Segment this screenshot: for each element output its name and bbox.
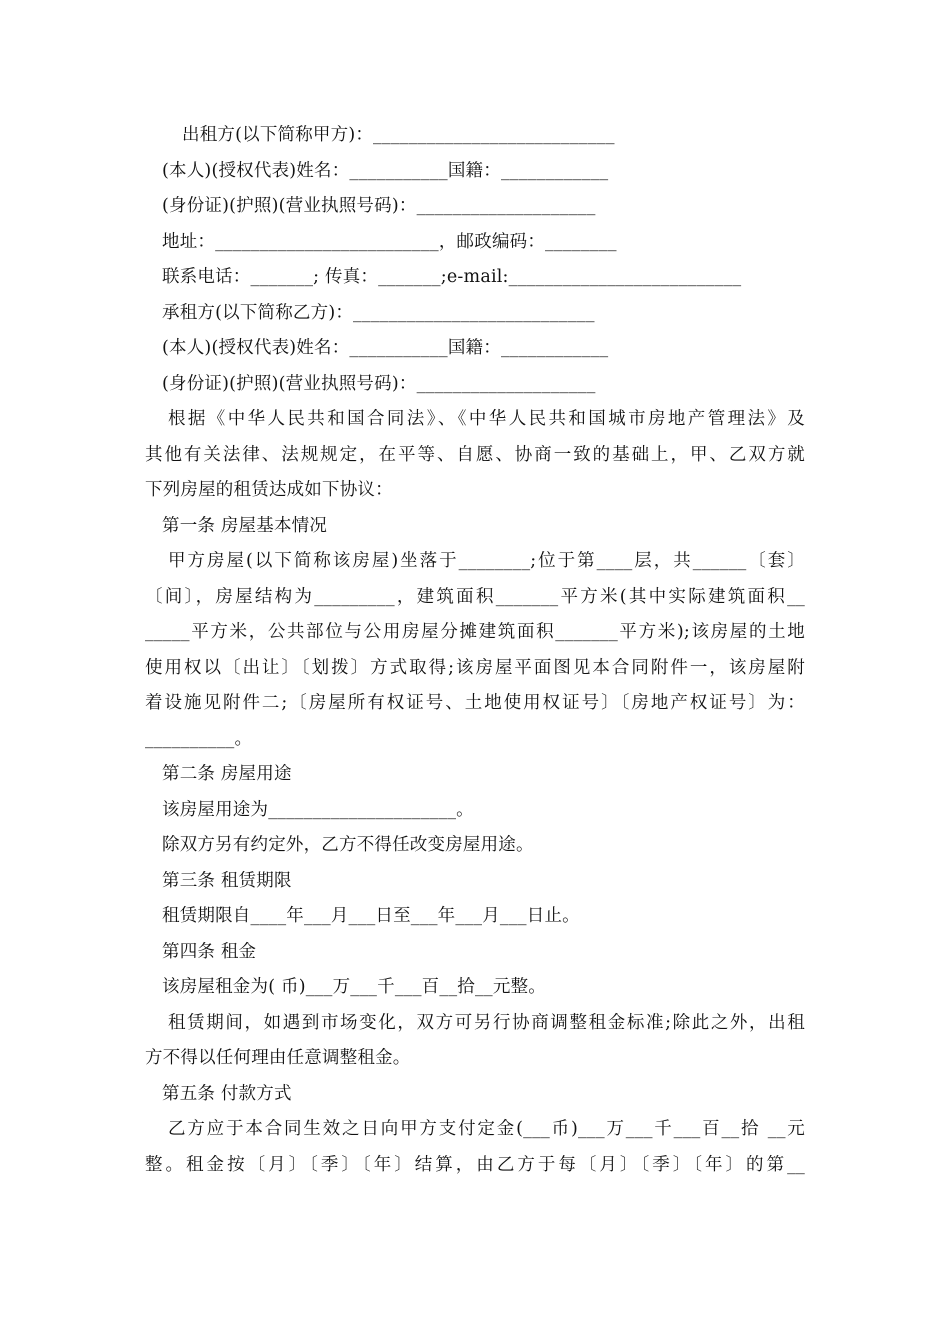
article-1-line-6: __________。	[145, 728, 253, 749]
article-5-line-1: 乙方应于本合同生效之日向甲方支付定金(___币)___万___千___百__拾 __元	[168, 1119, 805, 1139]
article-1-line-2: 〔间〕，房屋结构为_________，建筑面积_______平方米(其中实际建筑面积__	[145, 586, 805, 607]
lessee-name-nationality-line: (本人)(授权代表)姓名：___________国籍：____________	[162, 338, 609, 358]
article-2-line-2: 除双方另有约定外，乙方不得任改变房屋用途。	[162, 835, 534, 855]
article-3-heading: 第三条 租赁期限	[162, 870, 292, 891]
article-2-line-1: 该房屋用途为_____________________。	[162, 799, 474, 820]
lessee-line: 承租方(以下简称乙方)：___________________________	[162, 302, 595, 323]
article-1-line-5: 着设施见附件二;〔房屋所有权证号、土地使用权证号〕〔房地产权证号〕为：	[145, 693, 805, 713]
lessor-name-nationality-line: (本人)(授权代表)姓名：___________国籍：____________	[162, 160, 609, 181]
lessor-line: 出租方(以下简称甲方)：___________________________	[182, 125, 615, 145]
article-1-line-4: 使用权以〔出让〕〔划拨〕方式取得;该房屋平面图见本合同附件一，该房屋附	[145, 657, 805, 678]
preamble-line-2: 其他有关法律、法规规定，在平等、自愿、协商一致的基础上，甲、乙双方就	[145, 444, 805, 465]
contract-body	[145, 118, 805, 1183]
article-4-line-3: 方不得以任何理由任意调整租金。	[145, 1048, 411, 1068]
article-1-heading: 第一条 房屋基本情况	[162, 515, 328, 536]
article-1-line-3: _____平方米，公共部位与公用房屋分摊建筑面积_______平方米);该房屋的土地	[145, 622, 805, 642]
preamble-line-1: 根据《中华人民共和国合同法》、《中华人民共和国城市房地产管理法》及	[168, 409, 805, 429]
article-1-line-1: 甲方房屋(以下简称该房屋)坐落于________;位于第____层，共______〔套〕	[168, 551, 805, 571]
lessor-contact-line: 联系电话：_______; 传真：_______;e-mail:__________________________	[162, 267, 742, 287]
article-4-line-2: 租赁期间，如遇到市场变化，双方可另行协商调整租金标准;除此之外，出租	[168, 1012, 805, 1033]
article-4-heading: 第四条 租金	[162, 941, 257, 962]
lessee-id-line: (身份证)(护照)(营业执照号码)：____________________	[162, 373, 596, 394]
preamble-line-3: 下列房屋的租赁达成如下协议：	[145, 480, 393, 500]
lessor-address-line: 地址：_________________________，邮政编码：________	[162, 231, 617, 252]
article-4-line-1: 该房屋租金为( 币)___万___千___百__拾__元整。	[162, 977, 546, 997]
article-2-heading: 第二条 房屋用途	[162, 764, 292, 784]
lessor-id-line: (身份证)(护照)(营业执照号码)：____________________	[162, 196, 596, 216]
article-5-line-2: 整。租金按〔月〕〔季〕〔年〕结算，由乙方于每〔月〕〔季〕〔年〕的第__	[145, 1154, 805, 1175]
article-3-line-1: 租赁期限自____年___月___日至___年___月___日止。	[162, 906, 580, 926]
article-5-heading: 第五条 付款方式	[162, 1083, 292, 1104]
